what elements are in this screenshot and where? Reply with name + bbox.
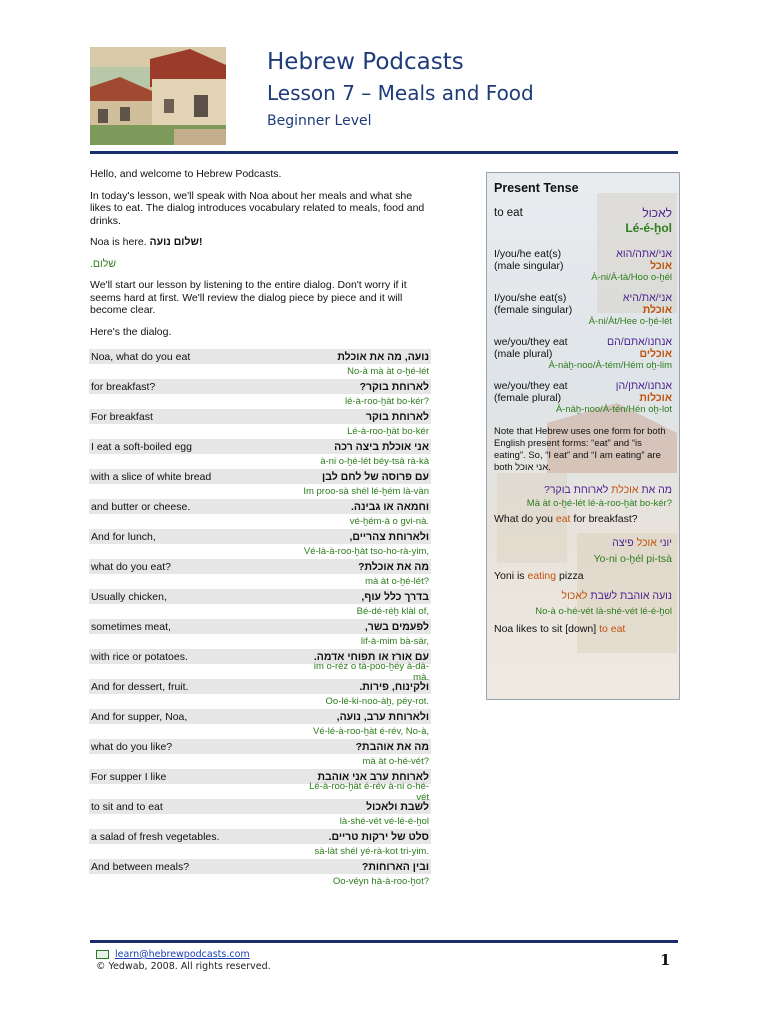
dialog-hebrew: לארוחת בוקר? <box>359 380 429 393</box>
dialog-transliteration-row <box>89 544 431 559</box>
conjugation-item <box>487 248 679 284</box>
dialog-table <box>89 349 431 889</box>
dialog-line <box>89 379 431 394</box>
dialog-english: for breakfast? <box>91 380 156 393</box>
dialog-line <box>89 559 431 574</box>
dialog-transliteration-row <box>89 754 431 769</box>
example-3-hebrew <box>487 590 679 602</box>
dialog-transliteration: Im proo-sà shél lé-ḫém là-vàn <box>303 486 429 497</box>
intro-english: Noa is here. <box>90 236 147 248</box>
dialog-transliteration: Oo-lé-ki-noo-àḫ, péy-rot. <box>325 696 429 707</box>
dialog-transliteration: Vé-là-à-roo-ḫàt tso-ho-rà-yim, <box>303 546 429 557</box>
dialog-transliteration: sà-làt shél yé-rà-kot tri-yim. <box>314 846 429 857</box>
dialog-transliteration-row <box>89 634 431 649</box>
dialog-english: And for dessert, fruit. <box>91 680 189 693</box>
intro-text <box>90 168 430 347</box>
dialog-line <box>89 799 431 814</box>
dialog-transliteration: No-à mà àt o-ḫé-lét <box>347 366 429 377</box>
dialog-english: to sit and to eat <box>91 800 163 813</box>
conj-transliteration: À-nàḫ-noo/À-tén/Hén oḫ-lot <box>555 404 672 415</box>
dialog-transliteration-row <box>89 844 431 859</box>
conjugation-item <box>487 380 679 416</box>
dialog-hebrew: ובין הארוחות? <box>361 860 429 873</box>
dialog-hebrew: לשבת ולאכול <box>366 800 429 813</box>
conjugation-item <box>487 292 679 328</box>
dialog-transliteration-row <box>89 574 431 589</box>
conj-transliteration: À-ni/Àt/Hee o-ḫé-lét <box>588 316 672 327</box>
conj-english: we/you/they eat <box>494 336 568 348</box>
dialog-english: with a slice of white bread <box>91 470 212 483</box>
dialog-hebrew: לפעמים בשר, <box>364 620 429 633</box>
dialog-english: Noa, what do you eat <box>91 350 191 363</box>
dialog-transliteration: Oo-véyn hà-à-roo-ḫot? <box>332 876 429 887</box>
dialog-line <box>89 859 431 874</box>
note-body: Note that Hebrew uses one form for both English present forms: “eat” and “is eating”. So, “I eat” and “I am eating” are both <box>494 426 666 473</box>
dialog-transliteration-row <box>89 660 431 683</box>
dialog-hebrew: לארוחת בוקר <box>366 410 429 423</box>
to-eat-english: to eat <box>494 207 523 219</box>
conj-english: we/you/they eat <box>494 380 568 392</box>
conj-english: I/you/she eat(s) <box>494 292 567 304</box>
footer <box>96 949 271 973</box>
dialog-transliteration-row <box>89 424 431 439</box>
lesson-title: Lesson 7 – Meals and Food <box>267 81 534 105</box>
dialog-line <box>89 439 431 454</box>
intro-hebrew-reply-text: שלום. <box>90 257 116 270</box>
dialog-hebrew: ולארוחת צהריים, <box>349 530 429 543</box>
example-1-english-c: for breakfast? <box>573 513 638 525</box>
dialog-line <box>89 469 431 484</box>
example-2-transliteration: Yo-ni o-ḫél pi-tsà <box>593 553 672 565</box>
example-3-english-a: Noa likes to sit [down] <box>494 623 597 635</box>
dialog-line <box>89 349 431 364</box>
example-1-english-b: eat <box>555 513 571 525</box>
dialog-english: what do you eat? <box>91 560 171 573</box>
dialog-transliteration: Lé-à-roo-ḫàt é-rév à-ni o-hé-vét <box>309 780 429 803</box>
conj-pronouns: אנחנו/אתם/הם <box>607 336 672 348</box>
example-1-hebrew-c: לארוחת בוקר? <box>544 484 609 496</box>
conj-transliteration: À-ni/À-tà/Hoo o-ḫél <box>591 272 672 283</box>
dialog-transliteration-row <box>89 814 431 829</box>
present-tense-sidebar <box>486 172 680 700</box>
conj-transliteration: À-nàḫ-noo/À-tém/Hém oḫ-lim <box>548 360 672 371</box>
dialog-english: For breakfast <box>91 410 153 423</box>
dialog-transliteration: là-shé-vét vé-lé-é-ḫol <box>339 816 429 827</box>
example-2-hebrew <box>487 537 679 549</box>
dialog-transliteration-row <box>89 724 431 739</box>
conj-gender: (female plural) <box>494 392 562 404</box>
example-1-hebrew-b: אוכלת <box>611 484 639 496</box>
intro-paragraph: In today's lesson, we'll speak with Noa about her meals and what she likes to eat. The dialog introduces vocabulary related to meals, food and drinks. <box>90 189 425 227</box>
example-1-hebrew <box>487 484 679 496</box>
dialog-hebrew: עם אורז או תפוחי אדמה. <box>313 650 429 663</box>
dialog-hebrew: נועה, מה את אוכלת <box>337 350 429 363</box>
level-subtitle: Beginner Level <box>267 113 372 129</box>
example-1-transliteration: Mà àt o-ḫé-lét lé-à-roo-ḫàt bo-kér? <box>526 498 672 509</box>
conj-gender: (female singular) <box>494 304 573 316</box>
example-2-english-c: pizza <box>559 570 584 582</box>
dialog-line <box>89 619 431 634</box>
dialog-hebrew: ולארוחת ערב, נועה, <box>336 710 429 723</box>
email-link[interactable]: learn@hebrewpodcasts.com <box>115 949 250 960</box>
sidebar-title: Present Tense <box>494 181 579 195</box>
dialog-hebrew: סלט של ירקות טריים. <box>328 830 429 843</box>
example-3-english-b: to eat <box>599 623 626 635</box>
dialog-line <box>89 679 431 694</box>
dialog-hebrew: וחמאה או גבינה. <box>350 500 429 513</box>
dialog-hebrew: עם פרוסה של לחם לבן <box>322 470 429 483</box>
conj-pronouns: אני/את/היא <box>622 292 672 304</box>
dialog-english: with rice or potatoes. <box>91 650 188 663</box>
dialog-transliteration: vé-ḫém-à o gvi-nà. <box>349 516 429 527</box>
dialog-line <box>89 589 431 604</box>
conj-verb: אוכלות <box>639 392 672 404</box>
dialog-transliteration: im o-réz o tà-poo-ḫéy à-dà-mà. <box>313 660 429 683</box>
conj-pronouns: אני/אתה/הוא <box>616 248 672 260</box>
example-2-english <box>487 570 679 582</box>
dialog-hebrew: ולקינוח, פירות. <box>359 680 429 693</box>
intro-paragraph <box>90 236 430 249</box>
note-hebrew: אני אוכל. <box>515 462 551 473</box>
conj-gender: (male plural) <box>494 348 553 360</box>
conj-verb: אוכלים <box>639 348 672 360</box>
dialog-english: I eat a soft-boiled egg <box>91 440 192 453</box>
dialog-transliteration-row <box>89 394 431 409</box>
dialog-transliteration-row <box>89 780 431 803</box>
dialog-transliteration-row <box>89 484 431 499</box>
dialog-line <box>89 529 431 544</box>
dialog-hebrew: לארוחת ערב אני אוהבת <box>317 770 429 783</box>
dialog-transliteration-row <box>89 364 431 379</box>
page-title: Hebrew Podcasts <box>267 49 464 75</box>
dialog-line <box>89 739 431 754</box>
intro-hebrew-reply <box>90 258 430 271</box>
intro-paragraph: Hello, and welcome to Hebrew Podcasts. <box>90 168 282 180</box>
example-3-hebrew-a: נועה אוהבת לשבת <box>590 590 672 602</box>
dialog-hebrew: בדרך כלל עוף, <box>361 590 429 603</box>
to-eat-transliteration: Lé-é-ḫol <box>625 221 672 235</box>
example-1-hebrew-a: מה את <box>641 484 672 496</box>
dialog-line <box>89 829 431 844</box>
dialog-transliteration-row <box>89 454 431 469</box>
dialog-english: And for supper, Noa, <box>91 710 188 723</box>
dialog-english: Usually chicken, <box>91 590 167 603</box>
dialog-transliteration: lé-à-roo-ḫàt bo-kér? <box>345 396 429 407</box>
example-3-hebrew-b: לאכול <box>561 590 588 602</box>
dialog-line <box>89 709 431 724</box>
footer-divider <box>90 940 678 943</box>
dialog-transliteration-row <box>89 514 431 529</box>
dialog-transliteration: à-ni o-ḫé-lét béy-tsà rà-kà <box>320 456 429 467</box>
example-2-english-a: Yoni is <box>494 570 525 582</box>
dialog-english: For supper I like <box>91 770 167 783</box>
dialog-transliteration-row <box>89 874 431 889</box>
example-3-transliteration: No-à o-hé-vét là-shé-vét lé-é-ḫol <box>535 606 672 617</box>
intro-paragraph: We'll start our lesson by listening to the entire dialog. Don't worry if it seems hard at first. We'll review the dialog piece by piece and it will become clear. <box>90 279 407 316</box>
dialog-transliteration: Vé-lé-à-roo-ḫàt é-rév, No-à, <box>313 726 429 737</box>
example-1-english-a: What do you <box>494 513 553 525</box>
copyright-text: © Yedwab, 2008. All rights reserved. <box>96 961 271 972</box>
conjugation-item <box>487 336 679 372</box>
dialog-hebrew: מה את אוהבת? <box>355 740 429 753</box>
example-3-english <box>487 623 679 635</box>
header-divider <box>90 151 678 154</box>
dialog-english: what do you like? <box>91 740 173 753</box>
example-2-english-b: eating <box>527 570 557 582</box>
conj-gender: (male singular) <box>494 260 564 272</box>
dialog-english: And between meals? <box>91 860 190 873</box>
page-number: 1 <box>660 951 671 969</box>
dialog-hebrew: מה את אוכלת? <box>358 560 429 573</box>
dialog-english: sometimes meat, <box>91 620 171 633</box>
example-2-hebrew-a: יוני <box>659 537 672 549</box>
conj-verb: אוכלת <box>642 304 672 316</box>
example-2-hebrew-b: אוכל <box>636 537 657 549</box>
dialog-english: and butter or cheese. <box>91 500 191 513</box>
dialog-transliteration-row <box>89 604 431 619</box>
intro-hebrew: שלום נועה! <box>149 236 203 248</box>
dialog-transliteration: Bé-dé-rèḫ klàl of, <box>356 606 429 617</box>
dialog-transliteration: mà àt o-hé-vét? <box>362 756 429 767</box>
dialog-hebrew: אני אוכלת ביצה רכה <box>334 440 429 453</box>
conjugation-list <box>487 248 679 416</box>
header-photo <box>90 47 226 145</box>
dialog-transliteration-row <box>89 694 431 709</box>
dialog-transliteration: Lé-à-roo-ḫàt bo-kér <box>347 426 429 437</box>
to-eat-hebrew: לאכול <box>642 206 672 220</box>
intro-paragraph: Here's the dialog. <box>90 325 172 338</box>
dialog-english: a salad of fresh vegetables. <box>91 830 220 843</box>
dialog-transliteration: lif-à-mim bà-sàr, <box>360 636 429 647</box>
title-block <box>267 48 534 129</box>
example-2-hebrew-c: פיצה <box>612 537 634 549</box>
conj-pronouns: אנחנו/אתן/הן <box>615 380 672 392</box>
example-1-english <box>487 513 679 525</box>
conj-verb: אוכל <box>650 260 672 272</box>
dialog-transliteration: mà àt o-ḫé-lét? <box>365 576 429 587</box>
email-icon <box>96 950 109 959</box>
conj-english: I/you/he eat(s) <box>494 248 562 260</box>
dialog-english: And for lunch, <box>91 530 156 543</box>
dialog-line <box>89 499 431 514</box>
note-text <box>487 426 679 474</box>
dialog-line <box>89 409 431 424</box>
